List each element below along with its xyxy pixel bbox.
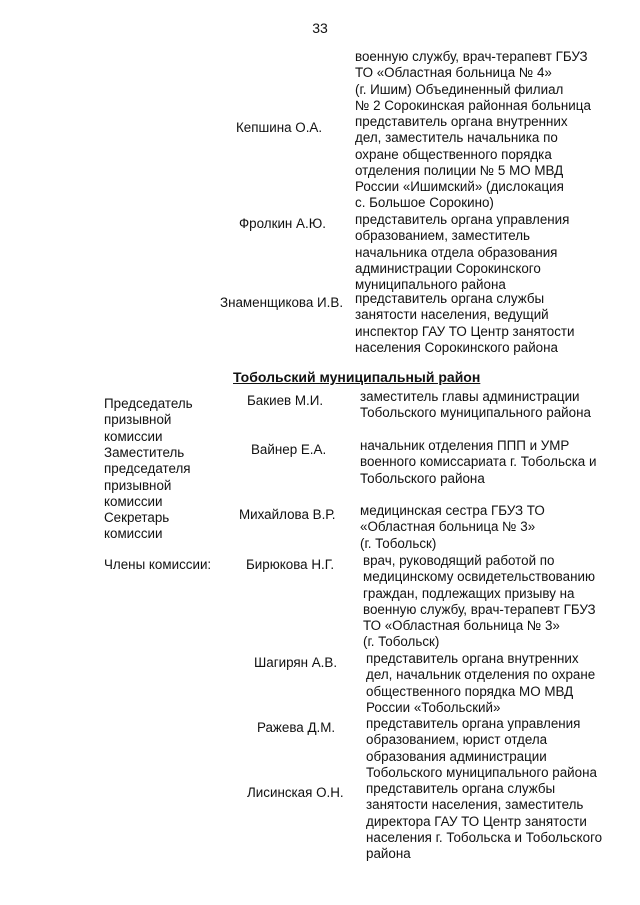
text-line: с. Большое Сорокино) bbox=[355, 195, 494, 211]
text-line: начальник отделения ППП и УМР bbox=[360, 438, 570, 453]
text-line: Тобольского муниципального района bbox=[366, 764, 597, 780]
text-line: комиссии bbox=[104, 526, 163, 542]
text-line: военную службу, врач-терапевт ГБУЗ bbox=[363, 601, 596, 617]
member-name: Бирюкова Н.Г. bbox=[246, 557, 335, 572]
member-name: Михайлова В.Р. bbox=[239, 507, 336, 522]
member-name: Знаменщикова И.В. bbox=[220, 295, 344, 310]
text-line: № 2 Сорокинская районная больница bbox=[355, 97, 591, 113]
text-line: охране общественного порядка bbox=[355, 146, 552, 162]
member-description bbox=[366, 651, 595, 716]
text-line: образованием, юрист отдела bbox=[366, 732, 548, 748]
text-line: занятости населения, заместитель bbox=[366, 797, 584, 813]
role-chairman bbox=[104, 396, 193, 445]
text-line: образования администрации bbox=[366, 748, 547, 764]
role-deputy bbox=[104, 445, 191, 510]
member-name: Фролкин А.Ю. bbox=[239, 216, 326, 231]
text-line: представитель органа внутренних bbox=[366, 651, 579, 666]
member-description bbox=[360, 438, 596, 487]
text-line: представитель органа управления bbox=[355, 212, 570, 227]
text-line: представитель органа службы bbox=[355, 291, 545, 306]
text-line: Председатель bbox=[104, 396, 193, 411]
text-line: представитель органа службы bbox=[366, 781, 556, 796]
text-line: представитель органа управления bbox=[366, 716, 581, 731]
text-line: председателя bbox=[104, 461, 191, 477]
member-name: Шагирян А.В. bbox=[254, 655, 338, 670]
text-line: занятости населения, ведущий bbox=[355, 307, 549, 323]
text-line: образованием, заместитель bbox=[355, 228, 530, 244]
page-number: 33 bbox=[312, 20, 328, 36]
section-heading: Тобольский муниципальный район bbox=[233, 369, 481, 385]
continuation-text bbox=[355, 49, 591, 114]
text-line: общественного порядка МО МВД bbox=[366, 683, 574, 699]
text-line: администрации Сорокинского bbox=[355, 260, 541, 276]
text-line: граждан, подлежащих призыву на bbox=[363, 585, 575, 601]
text-line: муниципального района bbox=[355, 277, 506, 293]
member-description bbox=[355, 114, 568, 212]
text-line: военную службу, врач-терапевт ГБУЗ bbox=[355, 49, 588, 64]
text-line: призывной bbox=[104, 412, 172, 428]
text-line: медицинскому освидетельствованию bbox=[363, 569, 596, 585]
member-description bbox=[360, 503, 545, 552]
text-line: «Областная больница № 3» bbox=[360, 519, 536, 535]
text-line: района bbox=[366, 846, 411, 862]
member-name: Кепшина О.А. bbox=[236, 120, 323, 135]
member-description bbox=[366, 781, 602, 862]
member-description bbox=[363, 553, 596, 651]
text-line: ТО «Областная больница № 3» bbox=[363, 618, 560, 634]
text-line: медицинская сестра ГБУЗ ТО bbox=[360, 503, 545, 518]
text-line: директора ГАУ ТО Центр занятости bbox=[366, 813, 587, 829]
member-description bbox=[366, 716, 597, 781]
text-line: Заместитель bbox=[104, 445, 185, 460]
text-line: военного комиссариата г. Тобольска и bbox=[360, 454, 597, 470]
text-line: начальника отдела образования bbox=[355, 244, 558, 260]
text-line: комиссии bbox=[104, 428, 163, 444]
text-line: (г. Тобольск) bbox=[363, 634, 440, 650]
member-name: Бакиев М.И. bbox=[247, 393, 324, 408]
text-line: Тобольского района bbox=[360, 470, 485, 486]
member-description bbox=[360, 389, 591, 422]
text-line: комиссии bbox=[104, 493, 163, 509]
role-members: Члены комиссии: bbox=[104, 557, 212, 572]
text-line: ТО «Областная больница № 4» bbox=[355, 65, 552, 81]
text-line: призывной bbox=[104, 477, 172, 493]
text-line: населения г. Тобольска и Тобольского bbox=[366, 829, 603, 845]
member-name: Ражева Д.М. bbox=[257, 720, 336, 735]
member-name: Лисинская О.Н. bbox=[247, 785, 344, 800]
text-line: заместитель главы администрации bbox=[360, 389, 580, 404]
text-line: врач, руководящий работой по bbox=[363, 553, 555, 568]
text-line: Секретарь bbox=[104, 510, 170, 525]
text-line: отделения полиции № 5 МО МВД bbox=[355, 162, 564, 178]
text-line: представитель органа внутренних bbox=[355, 114, 568, 129]
role-secretary bbox=[104, 510, 169, 543]
text-line: России «Тобольский» bbox=[366, 699, 501, 715]
text-line: инспектор ГАУ ТО Центр занятости bbox=[355, 323, 575, 339]
member-description bbox=[355, 291, 575, 356]
member-description bbox=[355, 212, 569, 293]
text-line: дел, заместитель начальника по bbox=[355, 130, 558, 146]
member-name: Вайнер Е.А. bbox=[251, 442, 327, 457]
text-line: (г. Ишим) Объединенный филиал bbox=[355, 81, 564, 97]
text-line: дел, начальник отделения по охране bbox=[366, 667, 596, 683]
text-line: России «Ишимский» (дислокация bbox=[355, 179, 564, 195]
text-line: Тобольского муниципального района bbox=[360, 405, 591, 421]
text-line: населения Сорокинского района bbox=[355, 339, 558, 355]
text-line: (г. Тобольск) bbox=[360, 535, 437, 551]
